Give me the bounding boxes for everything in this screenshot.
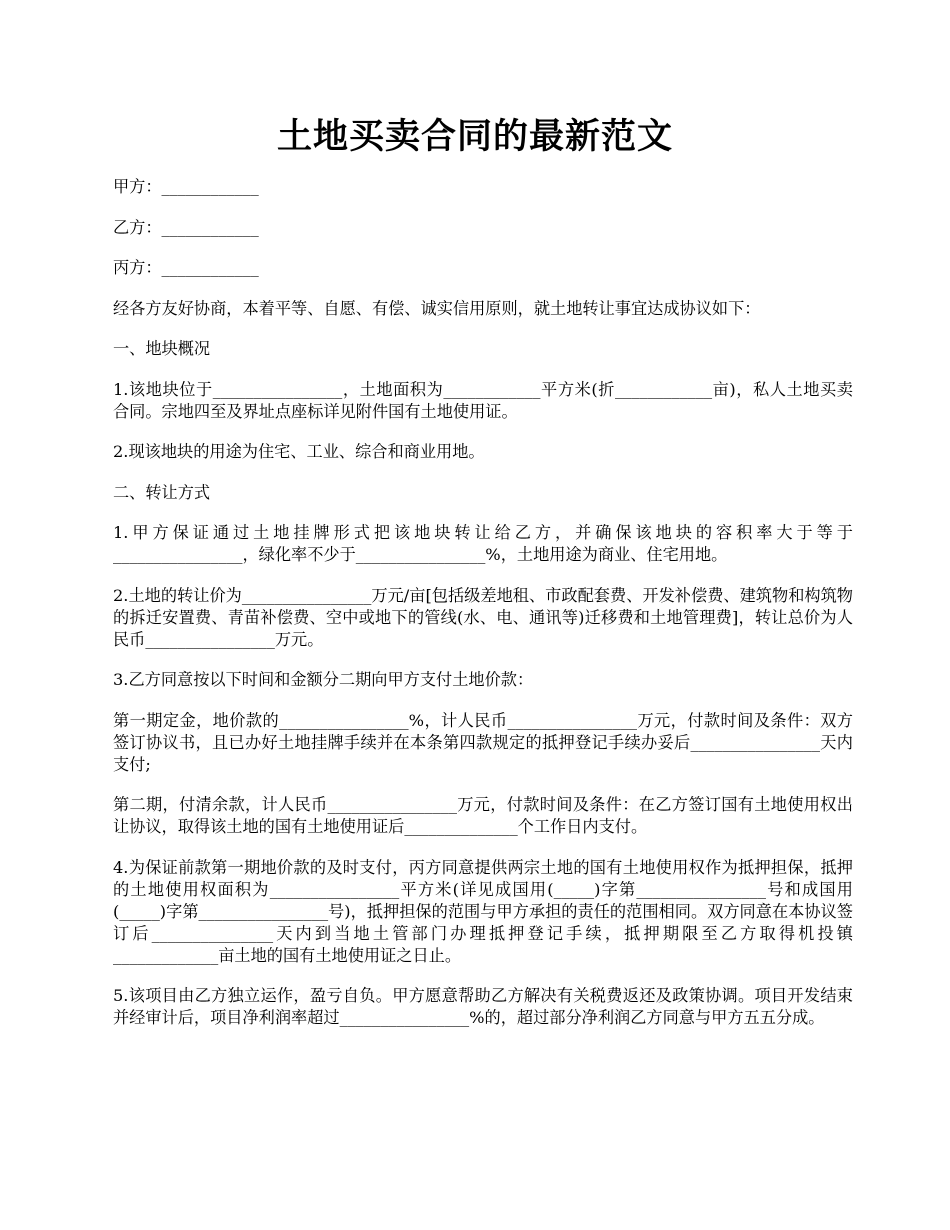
party-c-line: 丙方：____________ [113,258,259,277]
clause-2-3: 3.乙方同意按以下时间和金额分二期向甲方支付土地价款： [113,670,534,689]
preamble-paragraph: 经各方友好协商，本着平等、自愿、有偿、诚实信用原则，就土地转让事宜达成协议如下： [113,298,761,318]
clause-1-2: 2.现该地块的用途为住宅、工业、综合和商业用地。 [113,442,485,461]
payment-phase-2: 第二期，付清余款，计人民币________________万元，付款时间及条件：在乙方签订国有土地使用权出让协议，取得该土地的国有土地使用证后______________个工作日内支付。 [113,795,853,836]
document-title: 土地买卖合同的最新范文 [276,116,673,157]
payment-phase-1: 第一期定金，地价款的________________%，计人民币________________万元，付款时间及条件：双方签订协议书，且已办好土地挂牌手续并在本条第四款规定的抵押登记手续办妥后________________天内支付; [113,710,853,774]
section-heading-transfer-method: 二、转让方式 [113,482,211,502]
clause-2-1: 1.甲方保证通过土地挂牌形式把该地块转让给乙方，并确保该地块的容积率大于等于________________，绿化率不少于________________%，土地用途为商业、住宅用地。 [113,523,853,564]
clause-2-5: 5.该项目由乙方独立运作，盈亏自负。甲方愿意帮助乙方解决有关税费返还及政策协调。项目开发结束并经审计后，项目净利润率超过________________%的，超过部分净利润乙方同意与甲方五五分成。 [113,986,853,1027]
section-heading-plot-overview: 一、地块概况 [113,339,211,358]
party-b-line: 乙方：____________ [113,217,259,237]
clause-2-2: 2.土地的转让价为________________万元/亩[包括级差地租、市政配套费、开发补偿费、建筑物和构筑物的拆迁安置费、青苗补偿费、空中或地下的管线(水、电、通讯等)迁移费和土地管理费]，转让总价为人民币________________万元。 [113,585,853,649]
clause-2-4: 4.为保证前款第一期地价款的及时支付，丙方同意提供两宗土地的国有土地使用权作为抵押担保，抵押的土地使用权面积为________________平方米(详见成国用(_____)字第________________号和成国用(_____)字第________________号)，抵押担保的范围与甲方承担的责任的范围相同。双方同意在本协议签订后_______________天内到当地土管部门办理抵押登记手续，抵押期限至乙方取得机投镇_____________亩土地的国有土地使用证之日止。 [113,857,853,965]
clause-1-1: 1.该地块位于________________，土地面积为____________平方米(折____________亩)，私人土地买卖合同。宗地四至及界址点座标详见附件国有土地使用证。 [113,379,853,421]
party-a-line: 甲方：____________ [113,177,259,196]
document-body [113,176,853,1048]
